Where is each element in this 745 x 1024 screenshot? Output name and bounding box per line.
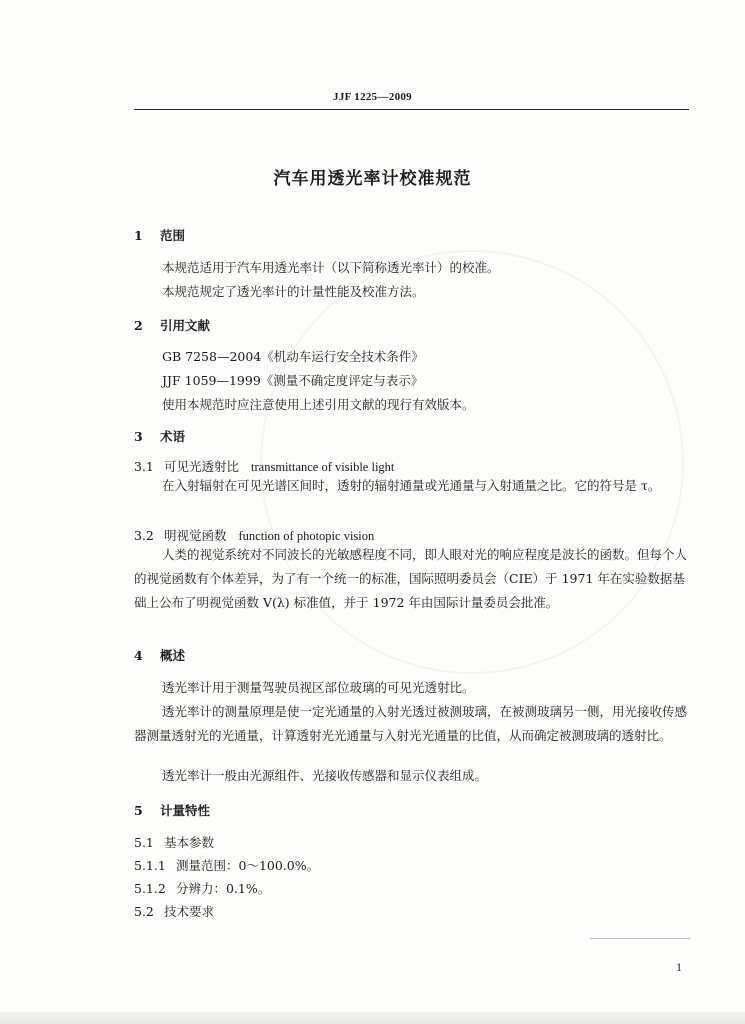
term-3-1-heading: 3.1 可见光透射比 transmittance of visible light [134,459,395,474]
clause-5-1-2: 5.1.2 分辨力：0.1%。 [134,881,271,896]
clause-5-1: 5.1 基本参数 [134,835,215,850]
section-heading-5: 5 计量特性 [134,803,211,818]
term-3-1-definition: 在入射辐射在可见光谱区间时，透射的辐射通量或光通量与入射通量之比。它的符号是 τ。 [162,478,661,493]
scope-paragraph-2: 本规范规定了透光率计的计量性能及校准方法。 [162,284,425,299]
section-heading-4: 4 概述 [134,648,186,663]
scan-bottom-edge [0,1012,745,1024]
header-rule [134,109,689,110]
section-heading-2: 2 引用文献 [134,318,211,333]
overview-paragraph-3: 透光率计一般由光源组件、光接收传感器和显示仪表组成。 [162,768,488,783]
document-title: 汽车用透光率计校准规范 [273,169,472,189]
page-number: 1 [676,960,682,974]
scope-paragraph-1: 本规范适用于汽车用透光率计（以下简称透光率计）的校准。 [162,260,500,275]
section-heading-1: 1 范围 [134,228,186,243]
overview-paragraph-2: 透光率计的测量原理是使一定光通量的入射光透过被测玻璃，在被测玻璃另一侧，用光接收传感器测量透射光的光通量，计算透射光光通量与入射光光通量的比值，从而确定被测玻璃的透射比。 [134,704,688,743]
reference-item-1: GB 7258—2004《机动车运行安全技术条件》 [162,349,424,364]
term-3-2-heading: 3.2 明视觉函数 function of photopic vision [134,528,375,543]
reference-note: 使用本规范时应注意使用上述引用文献的现行有效版本。 [162,397,475,412]
reference-item-2: JJF 1059—1999《测量不确定度评定与表示》 [162,373,424,388]
overview-paragraph-1: 透光率计用于测量驾驶员视区部位玻璃的可见光透射比。 [162,680,475,695]
section-heading-3: 3 术语 [134,429,186,444]
running-header: JJF 1225—2009 [333,91,412,103]
clause-5-1-1: 5.1.1 测量范围：0～100.0%。 [134,858,320,873]
term-3-2-definition: 人类的视觉系统对不同波长的光敏感程度不同，即人眼对光的响应程度是波长的函数。但每个人的视觉函数有个体差异，为了有一个统一的标准，国际照明委员会（CIE）于 1971 年在实验数据基础上公布了明视觉函数 V(λ) 标准值，并于 1972 年由国际计量委员会批准。 [134,547,688,610]
clause-5-2: 5.2 技术要求 [134,904,215,919]
footer-rule [590,938,690,939]
